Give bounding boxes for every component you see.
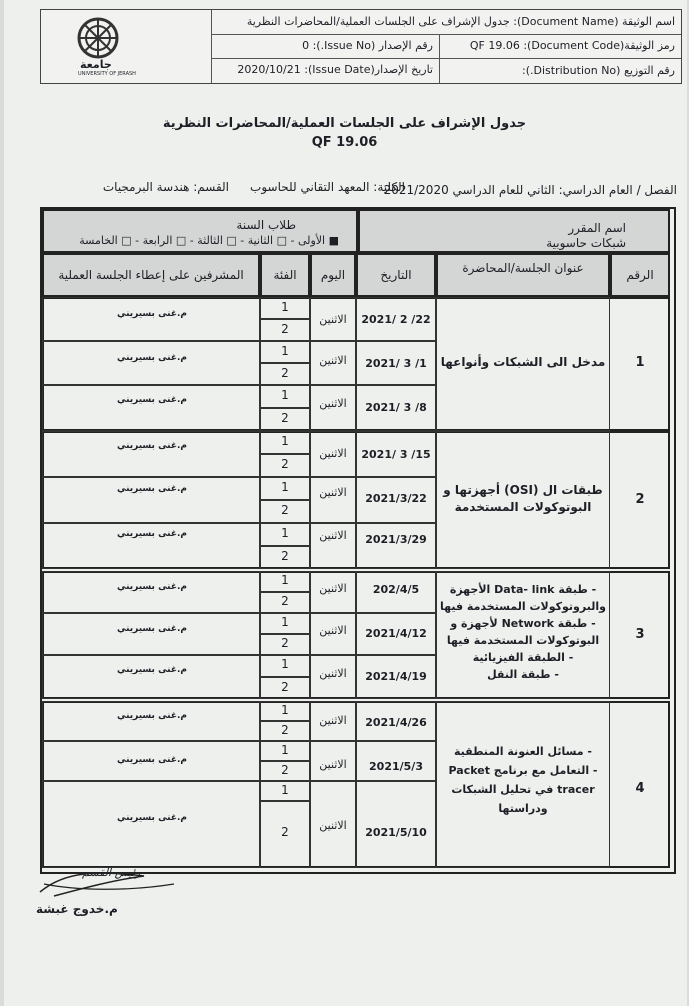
session-date: 202/4/5 bbox=[372, 583, 420, 596]
supervisor-name: م.غنى بسيريني bbox=[116, 624, 188, 634]
session-title-line: ودراستها bbox=[498, 802, 548, 815]
session-day: الاثنين bbox=[319, 714, 347, 727]
row-number: 2 bbox=[635, 492, 645, 507]
supervisor-name: م.غنى بسيريني bbox=[116, 711, 188, 721]
col-group: الفئة bbox=[273, 268, 297, 282]
session-date: 2021/ 3 /1 bbox=[365, 357, 427, 370]
supervisor-name: م.غنى بسيريني bbox=[116, 813, 188, 823]
col-number: الرقم bbox=[626, 268, 654, 282]
group-number: 1 bbox=[281, 300, 289, 314]
session-title: مدخل الى الشبكات وأنواعها bbox=[440, 355, 606, 369]
document-name: اسم الوثيقة (Document Name): جدول الإشراف على الجلسات العملية/المحاضرات النظرية bbox=[246, 15, 675, 28]
group-number: 2 bbox=[281, 825, 289, 839]
row-number: 4 bbox=[635, 781, 645, 796]
supervisor-name: م.غنى بسيريني bbox=[116, 309, 188, 319]
group-number: 1 bbox=[281, 615, 289, 629]
group-number: 2 bbox=[281, 549, 289, 563]
col-day: اليوم bbox=[320, 268, 346, 282]
session-day: الاثنين bbox=[319, 486, 347, 499]
session-day: الاثنين bbox=[319, 624, 347, 637]
department-head-name: م.خدوج غبشة bbox=[36, 902, 118, 916]
students-label: طلاب السنة bbox=[236, 218, 296, 232]
group-number: 1 bbox=[281, 573, 289, 587]
group-number: 1 bbox=[281, 783, 289, 797]
col-date: التاريخ bbox=[380, 268, 412, 282]
supervisor-name: م.غنى بسيريني bbox=[116, 755, 188, 765]
session-day: الاثنين bbox=[319, 447, 347, 460]
supervisor-name: م.غنى بسيريني bbox=[116, 353, 188, 363]
session-title-line: tracer في تحليل الشبكات bbox=[451, 783, 595, 796]
group-number: 2 bbox=[281, 411, 289, 425]
session-title-line: - التعامل مع برنامج Packet bbox=[448, 764, 598, 777]
group-number: 2 bbox=[281, 457, 289, 471]
col-supervisors: المشرفين على إعطاء الجلسة العملية bbox=[58, 268, 244, 282]
session-date: 2021/5/3 bbox=[369, 760, 423, 773]
supervisor-name: م.غنى بسيريني bbox=[116, 529, 188, 539]
group-number: 1 bbox=[281, 703, 289, 717]
row-number: 3 bbox=[635, 627, 645, 642]
session-date: 2021/ 2 /22 bbox=[361, 313, 431, 326]
session-day: الاثنين bbox=[319, 582, 347, 595]
group-number: 2 bbox=[281, 322, 289, 336]
page-title: جدول الإشراف على الجلسات العملية/المحاضرات النظرية bbox=[162, 116, 527, 131]
group-number: 2 bbox=[281, 636, 289, 650]
group-number: 2 bbox=[281, 723, 289, 737]
university-logo bbox=[46, 14, 142, 78]
session-day: الاثنين bbox=[319, 397, 347, 410]
supervisor-name: م.غنى بسيريني bbox=[116, 395, 188, 405]
session-date: 2021/3/29 bbox=[365, 533, 427, 546]
session-date: 2021/3/22 bbox=[365, 492, 427, 505]
group-number: 1 bbox=[281, 657, 289, 671]
session-title-line: والبروتوكولات المستخدمة فيها bbox=[440, 600, 606, 613]
year-checkboxes: ■ الأولى - □ الثانية - □ الثالثة - □ الرابعة - □ الخامسة bbox=[79, 234, 339, 247]
session-day: الاثنين bbox=[319, 819, 347, 832]
department-head-label: رئيس القسم bbox=[82, 866, 141, 879]
group-number: 2 bbox=[281, 503, 289, 517]
session-title-line: - مسائل العنونة المنطقية bbox=[454, 745, 592, 758]
course-label: اسم المقرر bbox=[568, 221, 626, 235]
session-title-line: - طبقة Network لأجهزة و bbox=[450, 617, 596, 630]
session-date: 2021/5/10 bbox=[365, 826, 427, 839]
page-title-code: QF 19.06 bbox=[311, 135, 378, 150]
department-info: القسم: هندسة البرمجيات bbox=[102, 180, 229, 194]
course-name: شبكات حاسوبية bbox=[546, 236, 626, 250]
session-date: 2021/4/12 bbox=[365, 627, 427, 640]
session-day: الاثنين bbox=[319, 667, 347, 680]
group-number: 2 bbox=[281, 680, 289, 694]
session-date: 2021/ 3 /15 bbox=[361, 448, 431, 461]
session-title-line: - طبقة النقل bbox=[487, 668, 559, 681]
logo-text: جامعة bbox=[80, 58, 112, 71]
session-date: 2021/4/26 bbox=[365, 716, 427, 729]
logo-subtext: UNIVERSITY OF JERASH bbox=[78, 71, 136, 77]
session-date: 2021/4/19 bbox=[365, 670, 427, 683]
group-number: 2 bbox=[281, 594, 289, 608]
issue-date: تاريخ الإصدار(Issue Date): 2020/10/21 bbox=[237, 63, 433, 76]
session-date: 2021/ 3 /8 bbox=[365, 401, 427, 414]
group-number: 1 bbox=[281, 388, 289, 402]
session-day: الاثنين bbox=[319, 313, 347, 326]
session-title-line: البوتوكولات المستخدمة فيها bbox=[446, 634, 600, 647]
document-code: رمز الوثيقة(Document Code): QF 19.06 bbox=[469, 39, 675, 52]
schedule-table bbox=[40, 207, 676, 874]
col-title: عنوان الجلسة/المحاضرة bbox=[462, 261, 584, 275]
group-number: 2 bbox=[281, 366, 289, 380]
supervisor-name: م.غنى بسيريني bbox=[116, 665, 188, 675]
issue-number: رقم الإصدار (Issue No.): 0 bbox=[302, 39, 433, 52]
semester-info: الفصل / العام الدراسي: الثاني للعام الدراسي 2021/2020 bbox=[383, 183, 677, 197]
session-day: الاثنين bbox=[319, 529, 347, 542]
session-title-line: طبقات ال (OSI) أجهزتها و bbox=[443, 483, 603, 497]
row-number: 1 bbox=[635, 355, 645, 370]
group-number: 2 bbox=[281, 763, 289, 777]
supervisor-name: م.غنى بسيريني bbox=[116, 441, 188, 451]
group-number: 1 bbox=[281, 526, 289, 540]
supervisor-name: م.غنى بسيريني bbox=[116, 582, 188, 592]
session-day: الاثنين bbox=[319, 758, 347, 771]
group-number: 1 bbox=[281, 743, 289, 757]
session-title-line: - طبقة Data- link الأجهزة bbox=[449, 583, 597, 596]
distribution-number: رقم التوزيع (Distribution No.): bbox=[522, 64, 675, 77]
college-info: الكلية: المعهد التقاني للحاسوب bbox=[250, 180, 405, 194]
group-number: 1 bbox=[281, 434, 289, 448]
supervisor-name: م.غنى بسيريني bbox=[116, 484, 188, 494]
group-number: 1 bbox=[281, 344, 289, 358]
group-number: 1 bbox=[281, 480, 289, 494]
session-day: الاثنين bbox=[319, 354, 347, 367]
session-title-line: - الطبقة الفيزيائية bbox=[472, 651, 574, 664]
session-title-line: البوتوكولات المستخدمة bbox=[454, 500, 592, 514]
